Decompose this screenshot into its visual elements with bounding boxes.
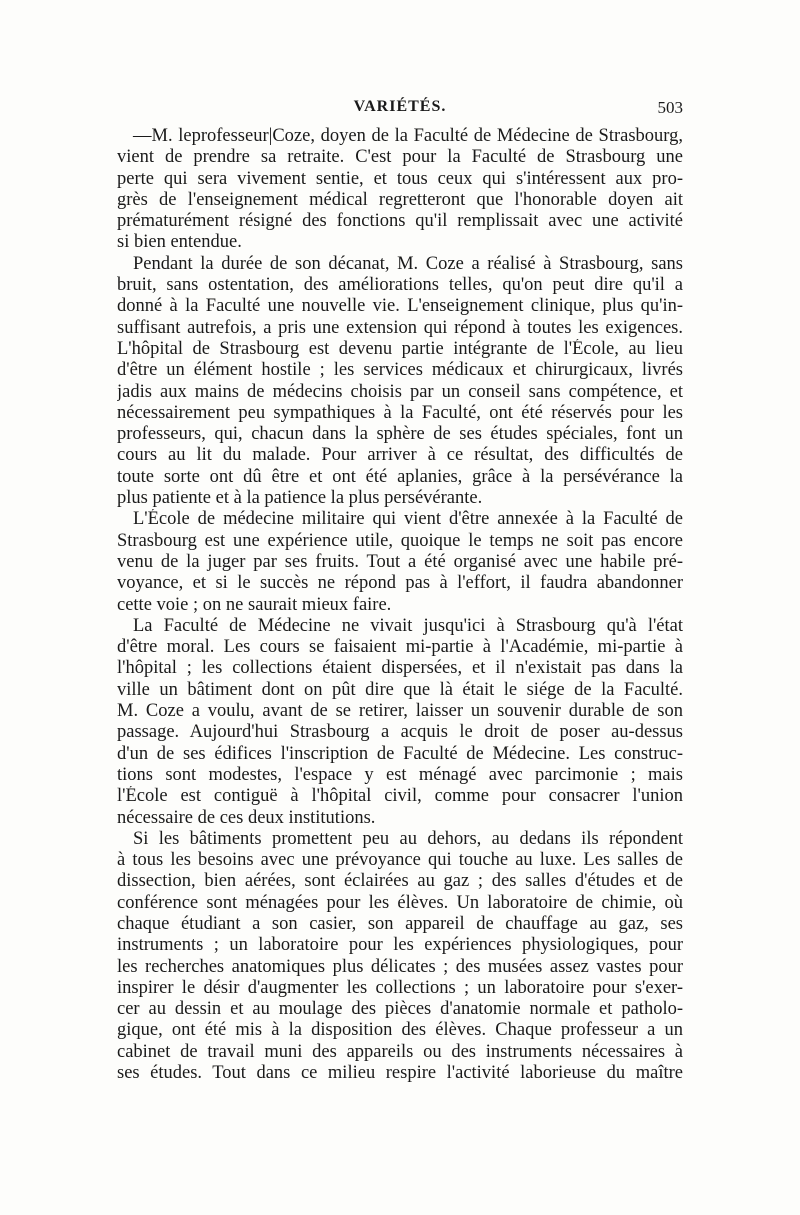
text-line: d'être moral. Les cours se faisaient mi-partie à l'Académie, mi-partie à <box>117 637 683 658</box>
page-number: 503 <box>657 98 683 117</box>
paragraph-decanat <box>117 254 683 510</box>
text-line: les recherches anatomiques plus délicates ; des musées assez vastes pour <box>117 956 683 977</box>
text-line: perte qui sera vivement sentie, et tous ceux qui s'intéressent aux pro- <box>117 168 683 189</box>
text-line: nécessaire de ces deux institutions. <box>117 807 376 828</box>
text-line: suffisant autrefois, a pris une extension qui répond à toutes les exigences. <box>117 317 683 338</box>
text-line: voyance, et si le succès ne répond pas à l'effort, il faudra abandonner <box>117 573 683 594</box>
text-line: l'hôpital ; les collections étaient dispersées, et il n'existait pas dans la <box>117 658 683 679</box>
text-line: inspirer le désir d'augmenter les collections ; un laboratoire pour s'exer- <box>117 977 683 998</box>
text-line: conférence sont ménagées pour les élèves. Un laboratoire de chimie, où <box>117 892 683 913</box>
text-line: passage. Aujourd'hui Strasbourg a acquis le droit de poser au-dessus <box>117 722 683 743</box>
text-line: ville un bâtiment dont on pût dire que là était le siége de la Faculté. <box>117 679 683 700</box>
running-title: VARIÉTÉS. <box>353 98 447 115</box>
text-line: professeurs, qui, chacun dans la sphère de ses études spéciales, font un <box>117 424 683 445</box>
text-line: cette voie ; on ne saurait mieux faire. <box>117 594 392 615</box>
text-line: donné à la Faculté une nouvelle vie. L'enseignement clinique, plus qu'in- <box>117 296 683 317</box>
paragraph-ecole-militaire <box>117 509 683 615</box>
paragraph-faculte-etat <box>117 616 683 829</box>
text-line: tions sont modestes, l'espace y est ménagé avec parcimonie ; mais <box>117 764 683 785</box>
text-line: L'hôpital de Strasbourg est devenu partie intégrante de l'École, au lieu <box>117 338 683 359</box>
text-line: nécessairement peu sympathiques à la Faculté, ont été réservés pour les <box>117 402 683 423</box>
paragraph-coze-retirement <box>117 126 683 254</box>
text-line: instruments ; un laboratoire pour les expériences physiologiques, pour <box>117 935 683 956</box>
text-line: cabinet de travail muni des appareils ou des instruments nécessaires à <box>117 1041 683 1062</box>
text-line: Pendant la durée de son décanat, M. Coze a réalisé à Strasbourg, sans <box>133 253 683 274</box>
text-line: chaque étudiant a son casier, son appareil de chauffage au gaz, ses <box>117 913 683 934</box>
text-line: dissection, bien aérées, sont éclairées au gaz ; des salles d'études et de <box>117 871 683 892</box>
text-line: jadis aux mains de médecins choisis par un conseil sans compétence, et <box>117 381 683 402</box>
body-text <box>117 126 683 1084</box>
text-line: cer au dessin et au moulage des pièces d'anatomie normale et patholo- <box>117 999 683 1020</box>
text-line: gique, ont été mis à la disposition des élèves. Chaque professeur a un <box>117 1020 683 1041</box>
text-line: d'un de ses édifices l'inscription de Faculté de Médecine. Les construc- <box>117 743 683 764</box>
text-line: vient de prendre sa retraite. C'est pour la Faculté de Strasbourg une <box>117 147 683 168</box>
text-line: L'École de médecine militaire qui vient d'être annexée à la Faculté de <box>133 509 683 530</box>
text-line: si bien entendue. <box>117 232 242 253</box>
text-line: à tous les besoins avec une prévoyance qui touche au luxe. Les salles de <box>117 850 683 871</box>
text-line: l'École est contiguë à l'hôpital civil, comme pour consacrer l'union <box>117 786 683 807</box>
text-line: bruit, sans ostentation, des améliorations telles, qu'on peut dire qu'il a <box>117 275 683 296</box>
text-line: plus patiente et à la patience la plus persévérante. <box>117 488 483 509</box>
text-line: grès de l'enseignement médical regretteront que l'honorable doyen ait <box>117 189 683 210</box>
text-line: Si les bâtiments promettent peu au dehors, au dedans ils répondent <box>133 828 683 849</box>
paragraph-batiments <box>117 829 683 1085</box>
text-line: M. Coze a voulu, avant de se retirer, laisser un souvenir durable de son <box>117 701 683 722</box>
text-line: prématurément résigné des fonctions qu'il remplissait avec une activité <box>117 211 683 232</box>
text-line: venu de la juger par ses fruits. Tout a été organisé avec une habile pré- <box>117 551 683 572</box>
text-line: Strasbourg est une expérience utile, quoique le temps ne soit pas encore <box>117 530 683 551</box>
text-line: cours au lit du malade. Pour arriver à ce résultat, des difficultés de <box>117 445 683 466</box>
text-line: ses études. Tout dans ce milieu respire l'activité laborieuse du maître <box>117 1063 683 1084</box>
text-line: d'être un élément hostile ; les services médicaux et chirurgicaux, livrés <box>117 360 683 381</box>
text-line: toute sorte ont dû être et ont été aplanies, grâce à la persévérance la <box>117 466 683 487</box>
text-line: La Faculté de Médecine ne vivait jusqu'ici à Strasbourg qu'à l'état <box>133 615 683 636</box>
text-line: —M. leprofesseur|Coze, doyen de la Faculté de Médecine de Strasbourg, <box>133 126 683 146</box>
running-header <box>117 98 683 122</box>
